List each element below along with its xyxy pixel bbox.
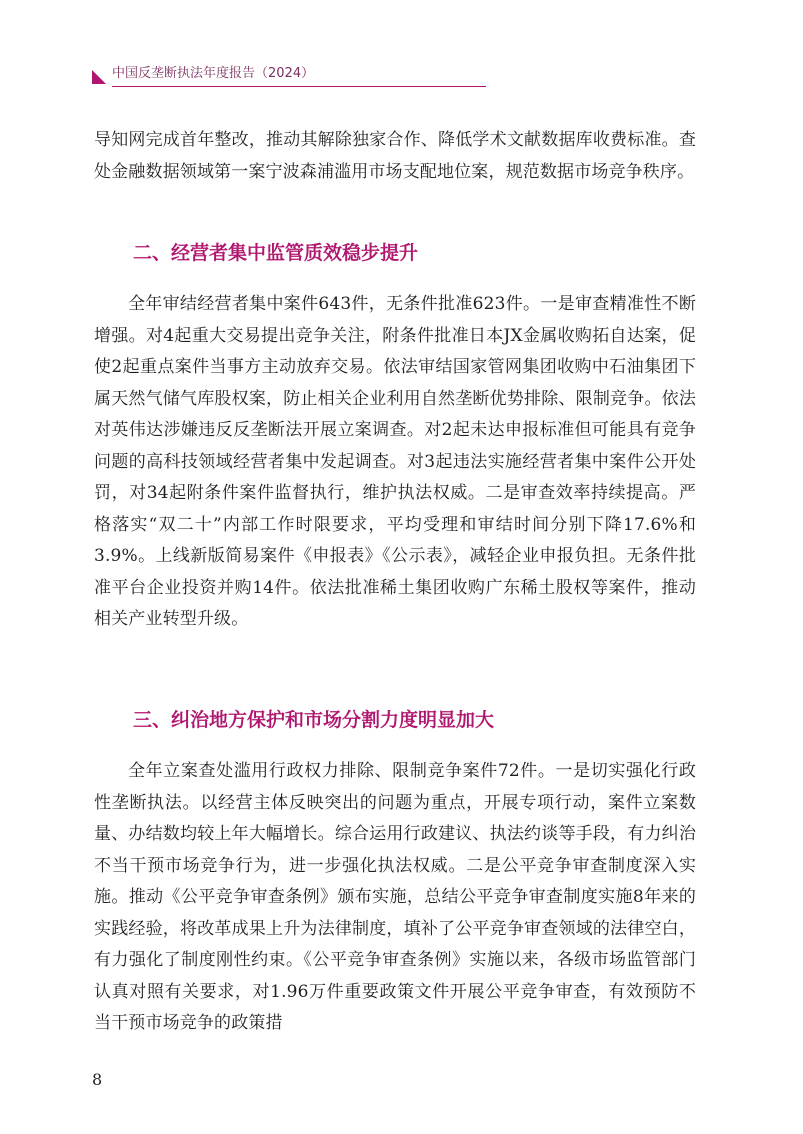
running-header [92, 64, 486, 88]
page-number: 8 [92, 1070, 103, 1089]
header-triangle-icon [92, 70, 106, 84]
paragraph-section-3: 全年立案查处滥用行政权力排除、限制竞争案件72件。一是切实强化行政性垄断执法。以经营主体反映突出的问题为重点，开展专项行动，案件立案数量、办结数均较上年大幅增长。综合运用行政建议、执法约谈等手段，有力纠治不当干预市场竞争行为，进一步强化执法权威。二是公平竞争审查制度深入实施。推动《公平竞争审查条例》颁布实施，总结公平竞争审查制度实施8年来的实践经验，将改革成果上升为法律制度，填补了公平竞争审查领域的法律空白，有力强化了制度刚性约束。《公平竞争审查条例》实施以来，各级市场监管部门认真对照有关要求，对1.96万件重要政策文件开展公平竞争审查，有效预防不当干预市场竞争的政策措 [94, 761, 696, 1033]
paragraph-section-2: 全年审结经营者集中案件643件，无条件批准623件。一是审查精准性不断增强。对4起重大交易提出竞争关注，附条件批准日本JX金属收购拓自达案，促使2起重点案件当事方主动放弃交易。依法审结国家管网集团收购中石油集团下属天然气储气库股权案，防止相关企业利用自然垄断优势排除、限制竞争。依法对英伟达涉嫌违反反垄断法开展立案调查。对2起未达申报标准但可能具有竞争问题的高科技领域经营者集中发起调查。对3起违法实施经营者集中案件公开处罚，对34起附条件案件监督执行，维护执法权威。二是审查效率持续提高。严格落实“双二十”内部工作时限要求，平均受理和审结时间分别下降17.6%和3.9%。上线新版简易案件《申报表》《公示表》，减轻企业申报负担。无条件批准平台企业投资并购14件。依法批准稀土集团收购广东稀土股权等案件，推动相关产业转型升级。 [94, 294, 696, 629]
section-heading-3: 三、纠治地方保护和市场分割力度明显加大 [133, 709, 495, 731]
header-rule [112, 86, 486, 87]
header-title: 中国反垄断执法年度报告（2024） [112, 66, 315, 81]
paragraph-continuation: 导知网完成首年整改，推动其解除独家合作、降低学术文献数据库收费标准。查处金融数据领域第一案宁波森浦滥用市场支配地位案，规范数据市场竞争秩序。 [94, 130, 696, 182]
section-heading-2: 二、经营者集中监管质效稳步提升 [133, 242, 419, 264]
